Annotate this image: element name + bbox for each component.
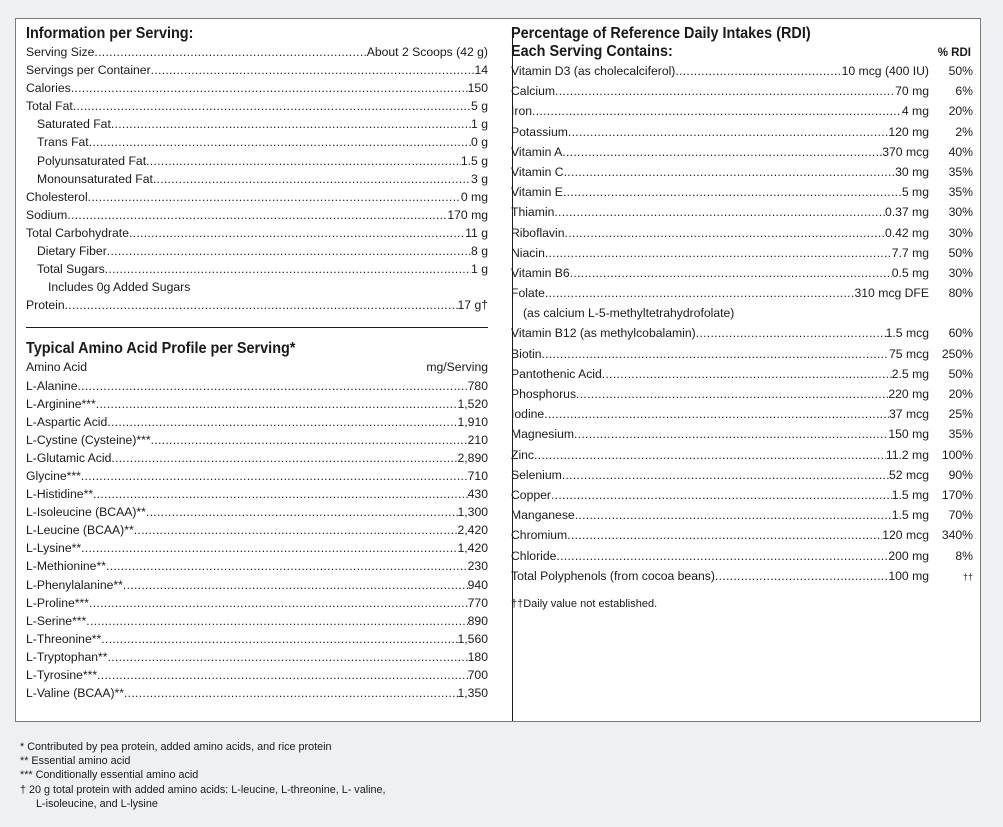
rdi-row-amount: 70 mg	[895, 84, 929, 99]
rdi-row-amount: 150 mg	[888, 427, 929, 442]
dot-leader	[94, 43, 366, 61]
dot-leader	[551, 485, 892, 505]
rdi-row-amount: 310 mcg DFE	[854, 286, 929, 301]
rdi-row	[511, 283, 973, 303]
amino-row	[26, 485, 488, 503]
rdi-row-amount: 10 mcg (400 IU)	[841, 64, 929, 78]
dot-leader	[534, 445, 886, 465]
info-row-label: Total Fat	[26, 99, 73, 114]
amino-row-value: 180	[467, 649, 488, 664]
info-row	[26, 61, 488, 79]
dot-leader	[563, 182, 902, 202]
info-row-label: Dietary Fiber	[37, 244, 107, 259]
rdi-row-amount: 0.37 mg	[884, 205, 929, 220]
rdi-row-percent: 8%	[955, 548, 973, 563]
footnote-line: ** Essential amino acid	[20, 755, 131, 768]
rdi-row-percent: 20%	[948, 387, 973, 401]
rdi-row	[511, 344, 973, 364]
amino-row-label: L-Tyrosine***	[26, 668, 98, 682]
dot-leader	[565, 223, 885, 243]
info-row-label: Cholesterol	[26, 189, 88, 204]
rdi-row-percent: 60%	[948, 326, 973, 341]
dot-leader	[78, 377, 468, 395]
info-row-label: Total Carbohydrate	[26, 225, 129, 240]
rdi-row	[511, 404, 973, 424]
rdi-row	[511, 142, 973, 162]
info-row-value: 14	[474, 63, 488, 78]
dot-leader	[545, 243, 892, 263]
rdi-row-percent: 50%	[948, 64, 973, 78]
dot-leader	[153, 170, 471, 188]
amino-row-label: L-Histidine**	[26, 487, 94, 502]
amino-row-label: L-Arginine***	[26, 396, 96, 411]
rdi-row-percent: 100%	[941, 447, 973, 462]
rdi-row-percent: 250%	[941, 346, 973, 361]
info-row-value: 150	[467, 81, 488, 96]
dot-leader	[107, 242, 471, 260]
amino-row-value: 210	[467, 432, 488, 447]
rdi-row-amount: 0.5 mg	[891, 265, 929, 280]
rdi-row-amount: 37 mcg	[889, 407, 929, 422]
dot-leader	[71, 79, 468, 97]
amino-row	[26, 539, 488, 557]
rdi-row	[511, 445, 973, 465]
dot-leader	[675, 61, 841, 81]
dot-leader	[124, 684, 458, 702]
rdi-row-label: Niacin	[511, 245, 545, 260]
rdi-row-label: Thiamin	[511, 205, 555, 220]
info-list	[26, 43, 488, 314]
amino-row	[26, 557, 488, 575]
rdi-row-percent: 170%	[941, 487, 973, 502]
dot-leader	[111, 449, 457, 467]
rdi-row-label: Iron	[511, 104, 533, 119]
rdi-row-label: Magnesium	[511, 427, 574, 442]
rdi-row-percent: 20%	[948, 104, 973, 119]
amino-row	[26, 666, 488, 684]
info-row-label: Calories	[26, 81, 71, 96]
rdi-row-percent: 6%	[955, 84, 973, 99]
amino-row-label: L-Serine***	[26, 613, 87, 628]
dot-leader	[101, 630, 457, 648]
rdi-row-label: Vitamin C	[511, 164, 564, 179]
rdi-row-percent: 35%	[948, 427, 973, 442]
info-row-label: Trans Fat	[37, 135, 89, 150]
rdi-row	[511, 323, 973, 343]
info-row-value: 17 g†	[457, 298, 488, 313]
amino-row	[26, 684, 488, 702]
rdi-row	[511, 61, 973, 81]
rdi-row	[511, 223, 973, 243]
amino-row	[26, 630, 488, 648]
rdi-row-amount: 7.7 mg	[891, 245, 929, 260]
footnote-line: * Contributed by pea protein, added amino acids, and rice protein	[20, 741, 332, 753]
info-row	[26, 43, 488, 61]
rdi-row-label: Vitamin E	[511, 185, 563, 200]
dot-leader	[108, 648, 468, 666]
dot-leader	[545, 283, 855, 303]
dot-leader	[562, 142, 882, 162]
dot-leader	[129, 224, 465, 242]
info-row	[26, 97, 488, 115]
info-row-value: 1 g	[471, 117, 488, 132]
dot-leader	[111, 115, 471, 133]
dot-leader	[567, 525, 882, 545]
rdi-row	[511, 202, 973, 222]
rdi-title: Percentage of Reference Daily Intakes (RDI)	[511, 25, 811, 42]
dot-leader	[89, 594, 468, 612]
info-row	[26, 206, 488, 224]
rdi-row	[511, 182, 973, 202]
dot-leader	[151, 61, 475, 79]
amino-row-value: 2,420	[457, 523, 488, 538]
rdi-row	[511, 162, 973, 182]
info-row	[26, 278, 488, 296]
rdi-row-label: Pantothenic Acid	[511, 366, 602, 381]
info-row	[26, 188, 488, 206]
dot-leader	[146, 152, 461, 170]
rdi-row-amount: 220 mg	[888, 387, 929, 401]
rdi-row-label: Manganese	[511, 508, 575, 523]
rdi-row-label: Total Polyphenols (from cocoa beans)	[511, 568, 715, 583]
amino-row-label: L-Alanine	[26, 378, 78, 393]
rdi-row-label: Vitamin D3 (as cholecalciferol)	[511, 64, 676, 78]
rdi-row-percent: 25%	[948, 407, 973, 422]
dot-leader	[574, 424, 888, 444]
dot-leader	[107, 413, 457, 431]
rdi-row	[511, 122, 973, 142]
amino-row-label: L-Proline***	[26, 595, 90, 610]
amino-row	[26, 521, 488, 539]
rdi-list	[511, 61, 973, 586]
rdi-row-percent: 30%	[948, 265, 973, 280]
amino-col-label: Amino Acid	[26, 360, 87, 375]
amino-row-value: 700	[467, 668, 488, 682]
rdi-row-label: Biotin	[511, 346, 542, 361]
rdi-subtitle: Each Serving Contains:	[511, 43, 673, 60]
footnotes	[20, 740, 520, 811]
dot-leader	[151, 431, 468, 449]
info-row	[26, 242, 488, 260]
info-title: Information per Serving:	[26, 25, 194, 42]
dot-leader	[81, 467, 468, 485]
rdi-row	[511, 243, 973, 263]
amino-row-label: L-Tryptophan**	[26, 649, 108, 664]
dot-leader	[542, 344, 890, 364]
left-column	[26, 25, 488, 702]
amino-row	[26, 612, 488, 630]
rdi-row-label: Vitamin B12 (as methylcobalamin)	[511, 326, 696, 341]
info-row	[26, 152, 488, 170]
rdi-row-label: Vitamin A	[511, 144, 563, 159]
rdi-row-label: Phosphorus	[511, 387, 577, 401]
dot-leader	[86, 612, 467, 630]
amino-row	[26, 467, 488, 485]
dot-leader	[123, 576, 468, 594]
amino-row-label: L-Aspartic Acid	[26, 414, 108, 429]
amino-row	[26, 503, 488, 521]
rdi-row	[511, 525, 973, 545]
info-row-label: Sodium	[26, 207, 68, 222]
rdi-row-percent: 2%	[955, 124, 973, 139]
dot-leader	[562, 465, 889, 485]
rdi-row-label: Chloride	[511, 548, 557, 563]
rdi-sub-note: (as calcium L-5-methyltetrahydrofolate)	[523, 306, 735, 321]
dot-leader	[134, 521, 458, 539]
amino-row-value: 770	[467, 595, 488, 610]
amino-col-unit: mg/Serving	[426, 360, 488, 375]
amino-row	[26, 576, 488, 594]
info-row-value: 1 g	[471, 262, 488, 277]
amino-row-label: L-Isoleucine (BCAA)**	[26, 505, 146, 520]
amino-row	[26, 377, 488, 395]
rdi-row	[511, 505, 973, 525]
dot-leader	[97, 666, 468, 684]
dot-leader	[554, 202, 885, 222]
right-column	[511, 25, 973, 610]
dot-leader	[106, 557, 468, 575]
amino-row-value: 2,890	[457, 450, 488, 465]
footnote-line: *** Conditionally essential amino acid	[20, 769, 199, 782]
amino-row	[26, 413, 488, 431]
dot-leader	[65, 296, 458, 314]
dot-leader	[696, 323, 886, 343]
rdi-row-amount: 0.42 mg	[884, 225, 929, 240]
dot-leader	[105, 260, 471, 278]
rdi-row-amount: 370 mcg	[882, 144, 929, 159]
rdi-row	[511, 384, 973, 404]
rdi-row-amount: 30 mg	[895, 164, 929, 179]
dot-leader	[67, 206, 447, 224]
info-row-value: 5 g	[471, 99, 488, 114]
section-separator	[26, 327, 488, 328]
rdi-row-label: Copper	[511, 487, 551, 502]
amino-row-label: L-Leucine (BCAA)**	[26, 523, 134, 538]
amino-row-label: Glycine***	[26, 468, 81, 483]
dot-leader	[89, 133, 471, 151]
rdi-row-percent: 50%	[948, 366, 973, 381]
rdi-col-label: % RDI	[937, 47, 971, 59]
dot-leader	[146, 503, 458, 521]
amino-row-value: 430	[467, 487, 488, 502]
dot-leader	[602, 364, 892, 384]
rdi-row-percent: 80%	[948, 286, 973, 301]
amino-row-label: L-Valine (BCAA)**	[26, 686, 124, 701]
amino-column-header	[26, 358, 488, 376]
info-row-value: 0 g	[471, 135, 488, 150]
amino-row-value: 1,520	[457, 396, 488, 411]
rdi-row-label: Zinc	[511, 447, 535, 462]
info-row-value: About 2 Scoops (42 g)	[366, 45, 488, 59]
info-row-value: 8 g	[471, 244, 488, 259]
rdi-row-amount: 75 mcg	[889, 346, 929, 361]
amino-title: Typical Amino Acid Profile per Serving*	[26, 340, 296, 358]
rdi-row-amount: 1.5 mg	[891, 508, 929, 523]
supplement-facts-panel	[15, 18, 981, 722]
amino-row-value: 1,300	[457, 505, 488, 520]
rdi-row	[511, 566, 973, 586]
info-row-label: Serving Size	[26, 45, 95, 59]
amino-row-value: 1,420	[457, 541, 488, 556]
rdi-row-amount: 4 mg	[901, 104, 929, 119]
rdi-row-label: Iodine	[511, 407, 545, 422]
rdi-row	[511, 263, 973, 283]
rdi-row-percent: 50%	[948, 245, 973, 260]
amino-row	[26, 431, 488, 449]
rdi-row-percent: 70%	[948, 508, 973, 523]
dot-leader	[544, 404, 889, 424]
rdi-row	[511, 546, 973, 566]
rdi-row-label: Potassium	[511, 124, 568, 139]
info-row-label: Total Sugars	[37, 262, 105, 277]
rdi-row-amount: 200 mg	[888, 548, 929, 563]
rdi-row-amount: 100 mg	[888, 568, 929, 583]
rdi-row-amount: 120 mcg	[882, 528, 929, 543]
amino-row-value: 1,910	[457, 414, 488, 429]
info-row-value: 170 mg	[447, 207, 488, 222]
rdi-row-label: Calcium	[511, 84, 556, 99]
rdi-row-percent: 35%	[948, 185, 973, 200]
info-row-label: Polyunsaturated Fat	[37, 153, 147, 168]
rdi-row	[511, 101, 973, 121]
rdi-row	[511, 424, 973, 444]
rdi-row-label: Folate	[511, 286, 545, 301]
info-row-value: 1.5 g	[460, 153, 488, 168]
dot-leader	[555, 81, 895, 101]
info-row	[26, 133, 488, 151]
amino-row-label: L-Cystine (Cysteine)***	[26, 432, 151, 447]
rdi-row-percent: ††	[962, 571, 973, 582]
rdi-row-amount: 52 mcg	[889, 467, 929, 482]
info-row	[26, 296, 488, 314]
dot-leader	[556, 546, 888, 566]
rdi-row-label: Chromium	[511, 528, 568, 543]
rdi-row-percent: 340%	[941, 528, 973, 543]
info-row-value: 11 g	[465, 225, 488, 240]
info-row-label: Saturated Fat	[37, 117, 111, 132]
rdi-row-percent: 40%	[948, 144, 973, 159]
amino-row-label: L-Methionine**	[26, 559, 106, 574]
amino-row-value: 780	[467, 378, 488, 393]
rdi-row-amount: 1.5 mcg	[885, 326, 929, 341]
dot-leader	[93, 485, 468, 503]
info-row-label: Servings per Container	[26, 63, 151, 78]
dot-leader	[715, 566, 888, 586]
dot-leader	[532, 101, 902, 121]
amino-row-label: L-Phenylalanine**	[26, 577, 123, 592]
info-row	[26, 115, 488, 133]
info-row	[26, 79, 488, 97]
amino-row-label: L-Threonine**	[26, 631, 102, 646]
info-row-value: 0 mg	[460, 189, 488, 204]
dot-leader	[576, 384, 888, 404]
rdi-row	[511, 364, 973, 384]
info-row-label: Monounsaturated Fat	[37, 171, 153, 186]
rdi-row-label: Vitamin B6	[511, 265, 570, 280]
dot-leader	[96, 395, 458, 413]
dot-leader	[81, 539, 457, 557]
dot-leader	[88, 188, 461, 206]
amino-row	[26, 449, 488, 467]
rdi-row-amount: 1.5 mg	[891, 487, 929, 502]
dot-leader	[570, 263, 892, 283]
info-row	[26, 170, 488, 188]
amino-row	[26, 395, 488, 413]
rdi-row	[511, 81, 973, 101]
amino-row-value: 940	[467, 577, 488, 592]
amino-row-label: L-Lysine**	[26, 541, 82, 556]
info-row	[26, 224, 488, 242]
amino-row-value: 1,350	[457, 686, 488, 701]
rdi-row-amount: 11.2 mg	[885, 447, 929, 462]
dot-leader	[575, 505, 892, 525]
dot-leader	[568, 122, 888, 142]
rdi-row-percent: 90%	[948, 467, 973, 482]
amino-row-value: 710	[467, 468, 488, 483]
amino-row-value: 1,560	[457, 631, 488, 646]
amino-row	[26, 594, 488, 612]
info-row-value: 3 g	[471, 171, 488, 186]
footnote-line: † 20 g total protein with added amino acids: L-leucine, L-threonine, L- valine,	[20, 783, 386, 796]
rdi-row-amount: 120 mg	[888, 124, 929, 139]
info-row	[26, 260, 488, 278]
amino-row-value: 890	[467, 613, 488, 628]
rdi-row-percent: 30%	[948, 205, 973, 220]
rdi-row-percent: 30%	[948, 225, 973, 240]
rdi-note: ††Daily value not established.	[511, 597, 658, 610]
rdi-row	[511, 465, 973, 485]
dot-leader	[73, 97, 471, 115]
dot-leader	[564, 162, 896, 182]
rdi-row-label: Selenium	[511, 467, 562, 482]
rdi-row-percent: 35%	[948, 164, 973, 179]
amino-row	[26, 648, 488, 666]
amino-row-value: 230	[467, 559, 488, 574]
rdi-row-amount: 5 mg	[901, 185, 929, 200]
amino-row-label: L-Glutamic Acid	[26, 450, 112, 465]
footnote-line: L-isoleucine, and L-lysine	[36, 797, 158, 810]
rdi-row-label: Riboflavin	[511, 225, 565, 240]
rdi-row-amount: 2.5 mg	[891, 366, 929, 381]
rdi-row	[511, 485, 973, 505]
info-row-label: Protein	[26, 298, 65, 313]
info-row-label: Includes 0g Added Sugars	[48, 280, 191, 295]
amino-list	[26, 377, 488, 703]
